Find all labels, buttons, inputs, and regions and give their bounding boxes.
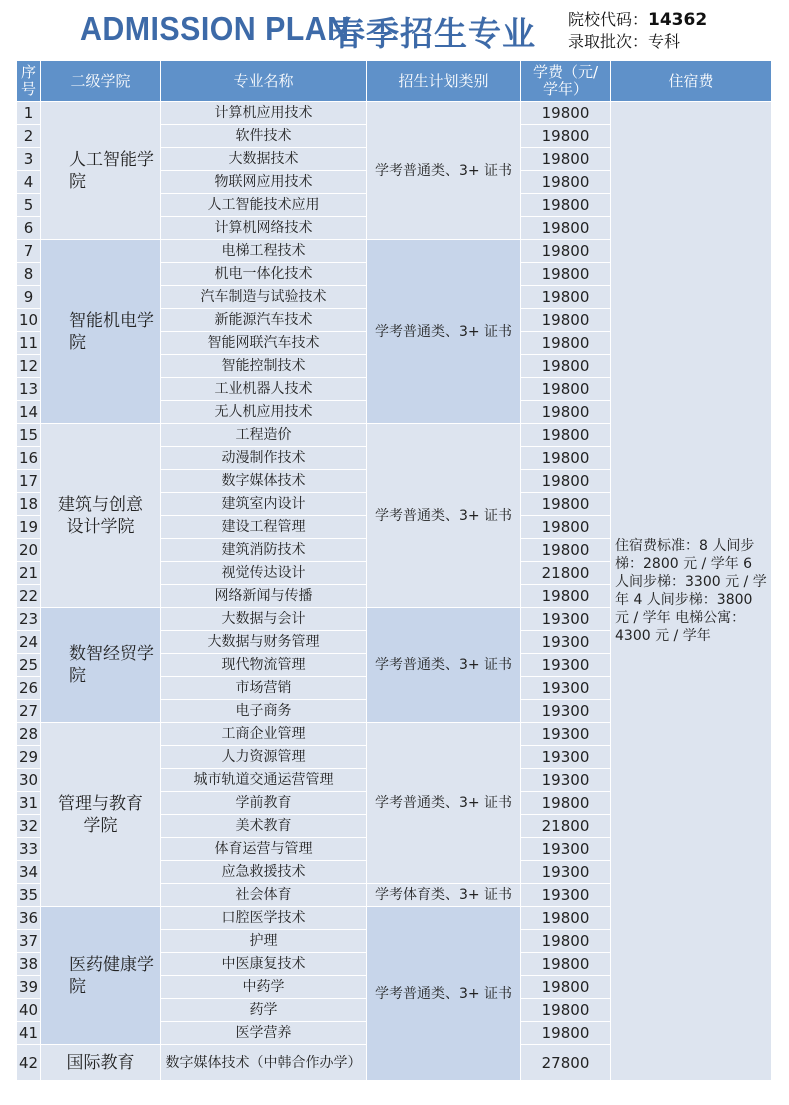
row-index: 27 xyxy=(17,700,41,723)
major-cell: 机电一体化技术 xyxy=(161,263,367,286)
col-header-fee: 学费（元/学年） xyxy=(521,61,611,102)
table-row xyxy=(17,102,772,125)
major-cell: 中药学 xyxy=(161,976,367,999)
row-index: 10 xyxy=(17,309,41,332)
major-cell: 电子商务 xyxy=(161,700,367,723)
plan-category-cell: 学考普通类、3+ 证书 xyxy=(367,723,521,884)
major-cell: 工程造价 xyxy=(161,424,367,447)
row-index: 25 xyxy=(17,654,41,677)
major-cell: 视觉传达设计 xyxy=(161,562,367,585)
row-index: 36 xyxy=(17,907,41,930)
major-cell: 中医康复技术 xyxy=(161,953,367,976)
tuition-fee-cell: 19800 xyxy=(521,125,611,148)
plan-category-cell: 学考普通类、3+ 证书 xyxy=(367,608,521,723)
major-cell: 护理 xyxy=(161,930,367,953)
major-cell: 大数据与会计 xyxy=(161,608,367,631)
major-cell: 现代物流管理 xyxy=(161,654,367,677)
row-index: 29 xyxy=(17,746,41,769)
tuition-fee-cell: 19800 xyxy=(521,907,611,930)
admission-batch xyxy=(568,31,707,53)
row-index: 1 xyxy=(17,102,41,125)
major-cell: 数字媒体技术（中韩合作办学） xyxy=(161,1045,367,1081)
tuition-fee-cell: 19300 xyxy=(521,700,611,723)
tuition-fee-cell: 19300 xyxy=(521,746,611,769)
row-index: 8 xyxy=(17,263,41,286)
plan-category-cell: 学考体育类、3+ 证书 xyxy=(367,884,521,907)
row-index: 18 xyxy=(17,493,41,516)
school-code-value: 14362 xyxy=(648,10,708,30)
row-index: 39 xyxy=(17,976,41,999)
tuition-fee-cell: 19800 xyxy=(521,263,611,286)
tuition-fee-cell: 19800 xyxy=(521,447,611,470)
tuition-fee-cell: 19800 xyxy=(521,332,611,355)
major-cell: 新能源汽车技术 xyxy=(161,309,367,332)
row-index: 5 xyxy=(17,194,41,217)
page-header xyxy=(0,0,789,60)
tuition-fee-cell: 19800 xyxy=(521,194,611,217)
row-index: 12 xyxy=(17,355,41,378)
plan-category-cell: 学考普通类、3+ 证书 xyxy=(367,102,521,240)
major-cell: 软件技术 xyxy=(161,125,367,148)
major-cell: 大数据技术 xyxy=(161,148,367,171)
row-index: 3 xyxy=(17,148,41,171)
tuition-fee-cell: 19800 xyxy=(521,585,611,608)
major-cell: 建筑消防技术 xyxy=(161,539,367,562)
major-cell: 应急救援技术 xyxy=(161,861,367,884)
major-cell: 市场营销 xyxy=(161,677,367,700)
major-cell: 工业机器人技术 xyxy=(161,378,367,401)
tuition-fee-cell: 19300 xyxy=(521,884,611,907)
major-cell: 汽车制造与试验技术 xyxy=(161,286,367,309)
major-cell: 建设工程管理 xyxy=(161,516,367,539)
major-cell: 城市轨道交通运营管理 xyxy=(161,769,367,792)
row-index: 26 xyxy=(17,677,41,700)
major-cell: 美术教育 xyxy=(161,815,367,838)
major-cell: 人工智能技术应用 xyxy=(161,194,367,217)
row-index: 42 xyxy=(17,1045,41,1081)
housing-fee-cell: 住宿费标准：8 人间步梯：2800 元 / 学年 6 人间步梯：3300 元 / 学年 4 人间步梯：3800 元 / 学年 电梯公寓：4300 元 / 学年 xyxy=(611,102,772,1081)
tuition-fee-cell: 19300 xyxy=(521,861,611,884)
major-cell: 智能控制技术 xyxy=(161,355,367,378)
row-index: 6 xyxy=(17,217,41,240)
major-cell: 药学 xyxy=(161,999,367,1022)
table-body xyxy=(17,102,772,1081)
tuition-fee-cell: 19800 xyxy=(521,792,611,815)
tuition-fee-cell: 19800 xyxy=(521,1022,611,1045)
tuition-fee-cell: 19800 xyxy=(521,240,611,263)
tuition-fee-cell: 19800 xyxy=(521,516,611,539)
row-index: 35 xyxy=(17,884,41,907)
col-header-idx: 序号 xyxy=(17,61,41,102)
tuition-fee-cell: 19800 xyxy=(521,102,611,125)
college-cell: 数智经贸学院 xyxy=(41,608,161,723)
admission-batch-value: 专科 xyxy=(648,32,681,51)
tuition-fee-cell: 21800 xyxy=(521,815,611,838)
school-code-label: 院校代码： xyxy=(568,10,649,29)
col-header-plan: 招生计划类别 xyxy=(367,61,521,102)
row-index: 40 xyxy=(17,999,41,1022)
major-cell: 无人机应用技术 xyxy=(161,401,367,424)
college-cell: 管理与教育学院 xyxy=(41,723,161,907)
plan-category-cell: 学考普通类、3+ 证书 xyxy=(367,907,521,1081)
major-cell: 智能网联汽车技术 xyxy=(161,332,367,355)
major-cell: 建筑室内设计 xyxy=(161,493,367,516)
row-index: 28 xyxy=(17,723,41,746)
tuition-fee-cell: 19800 xyxy=(521,217,611,240)
row-index: 41 xyxy=(17,1022,41,1045)
school-code xyxy=(568,9,707,31)
row-index: 21 xyxy=(17,562,41,585)
major-cell: 医学营养 xyxy=(161,1022,367,1045)
row-index: 2 xyxy=(17,125,41,148)
tuition-fee-cell: 19800 xyxy=(521,378,611,401)
row-index: 24 xyxy=(17,631,41,654)
row-index: 19 xyxy=(17,516,41,539)
major-cell: 学前教育 xyxy=(161,792,367,815)
major-cell: 工商企业管理 xyxy=(161,723,367,746)
tuition-fee-cell: 19300 xyxy=(521,723,611,746)
major-cell: 人力资源管理 xyxy=(161,746,367,769)
title-chinese: 春季招生专业 xyxy=(332,14,536,53)
tuition-fee-cell: 19800 xyxy=(521,424,611,447)
col-header-major: 专业名称 xyxy=(161,61,367,102)
row-index: 13 xyxy=(17,378,41,401)
college-cell: 医药健康学院 xyxy=(41,907,161,1045)
row-index: 32 xyxy=(17,815,41,838)
tuition-fee-cell: 19300 xyxy=(521,608,611,631)
tuition-fee-cell: 19800 xyxy=(521,976,611,999)
major-cell: 体育运营与管理 xyxy=(161,838,367,861)
row-index: 23 xyxy=(17,608,41,631)
row-index: 9 xyxy=(17,286,41,309)
row-index: 20 xyxy=(17,539,41,562)
tuition-fee-cell: 19300 xyxy=(521,654,611,677)
school-meta xyxy=(568,9,707,53)
col-header-housing: 住宿费 xyxy=(611,61,772,102)
tuition-fee-cell: 19800 xyxy=(521,953,611,976)
major-cell: 大数据与财务管理 xyxy=(161,631,367,654)
tuition-fee-cell: 27800 xyxy=(521,1045,611,1081)
major-cell: 电梯工程技术 xyxy=(161,240,367,263)
row-index: 14 xyxy=(17,401,41,424)
tuition-fee-cell: 19300 xyxy=(521,769,611,792)
tuition-fee-cell: 19800 xyxy=(521,539,611,562)
row-index: 11 xyxy=(17,332,41,355)
major-cell: 口腔医学技术 xyxy=(161,907,367,930)
major-cell: 网络新闻与传播 xyxy=(161,585,367,608)
major-cell: 计算机网络技术 xyxy=(161,217,367,240)
row-index: 38 xyxy=(17,953,41,976)
tuition-fee-cell: 19300 xyxy=(521,631,611,654)
row-index: 33 xyxy=(17,838,41,861)
row-index: 30 xyxy=(17,769,41,792)
plan-category-cell: 学考普通类、3+ 证书 xyxy=(367,424,521,608)
tuition-fee-cell: 19800 xyxy=(521,148,611,171)
admission-batch-label: 录取批次： xyxy=(568,32,649,51)
major-cell: 计算机应用技术 xyxy=(161,102,367,125)
major-cell: 物联网应用技术 xyxy=(161,171,367,194)
college-cell: 人工智能学院 xyxy=(41,102,161,240)
row-index: 34 xyxy=(17,861,41,884)
tuition-fee-cell: 19800 xyxy=(521,309,611,332)
college-cell: 国际教育 xyxy=(41,1045,161,1081)
row-index: 16 xyxy=(17,447,41,470)
row-index: 15 xyxy=(17,424,41,447)
row-index: 37 xyxy=(17,930,41,953)
row-index: 31 xyxy=(17,792,41,815)
tuition-fee-cell: 19800 xyxy=(521,493,611,516)
plan-category-cell: 学考普通类、3+ 证书 xyxy=(367,240,521,424)
major-cell: 数字媒体技术 xyxy=(161,470,367,493)
row-index: 22 xyxy=(17,585,41,608)
col-header-college: 二级学院 xyxy=(41,61,161,102)
title-english: ADMISSION PLAN xyxy=(80,10,350,47)
tuition-fee-cell: 19300 xyxy=(521,838,611,861)
tuition-fee-cell: 19300 xyxy=(521,677,611,700)
tuition-fee-cell: 19800 xyxy=(521,999,611,1022)
major-cell: 社会体育 xyxy=(161,884,367,907)
college-cell: 建筑与创意设计学院 xyxy=(41,424,161,608)
tuition-fee-cell: 19800 xyxy=(521,470,611,493)
major-cell: 动漫制作技术 xyxy=(161,447,367,470)
tuition-fee-cell: 19800 xyxy=(521,286,611,309)
table-header-row xyxy=(17,61,772,102)
tuition-fee-cell: 19800 xyxy=(521,401,611,424)
tuition-fee-cell: 19800 xyxy=(521,171,611,194)
tuition-fee-cell: 19800 xyxy=(521,930,611,953)
tuition-fee-cell: 19800 xyxy=(521,355,611,378)
row-index: 17 xyxy=(17,470,41,493)
row-index: 7 xyxy=(17,240,41,263)
tuition-fee-cell: 21800 xyxy=(521,562,611,585)
row-index: 4 xyxy=(17,171,41,194)
college-cell: 智能机电学院 xyxy=(41,240,161,424)
admission-table xyxy=(16,60,772,1081)
